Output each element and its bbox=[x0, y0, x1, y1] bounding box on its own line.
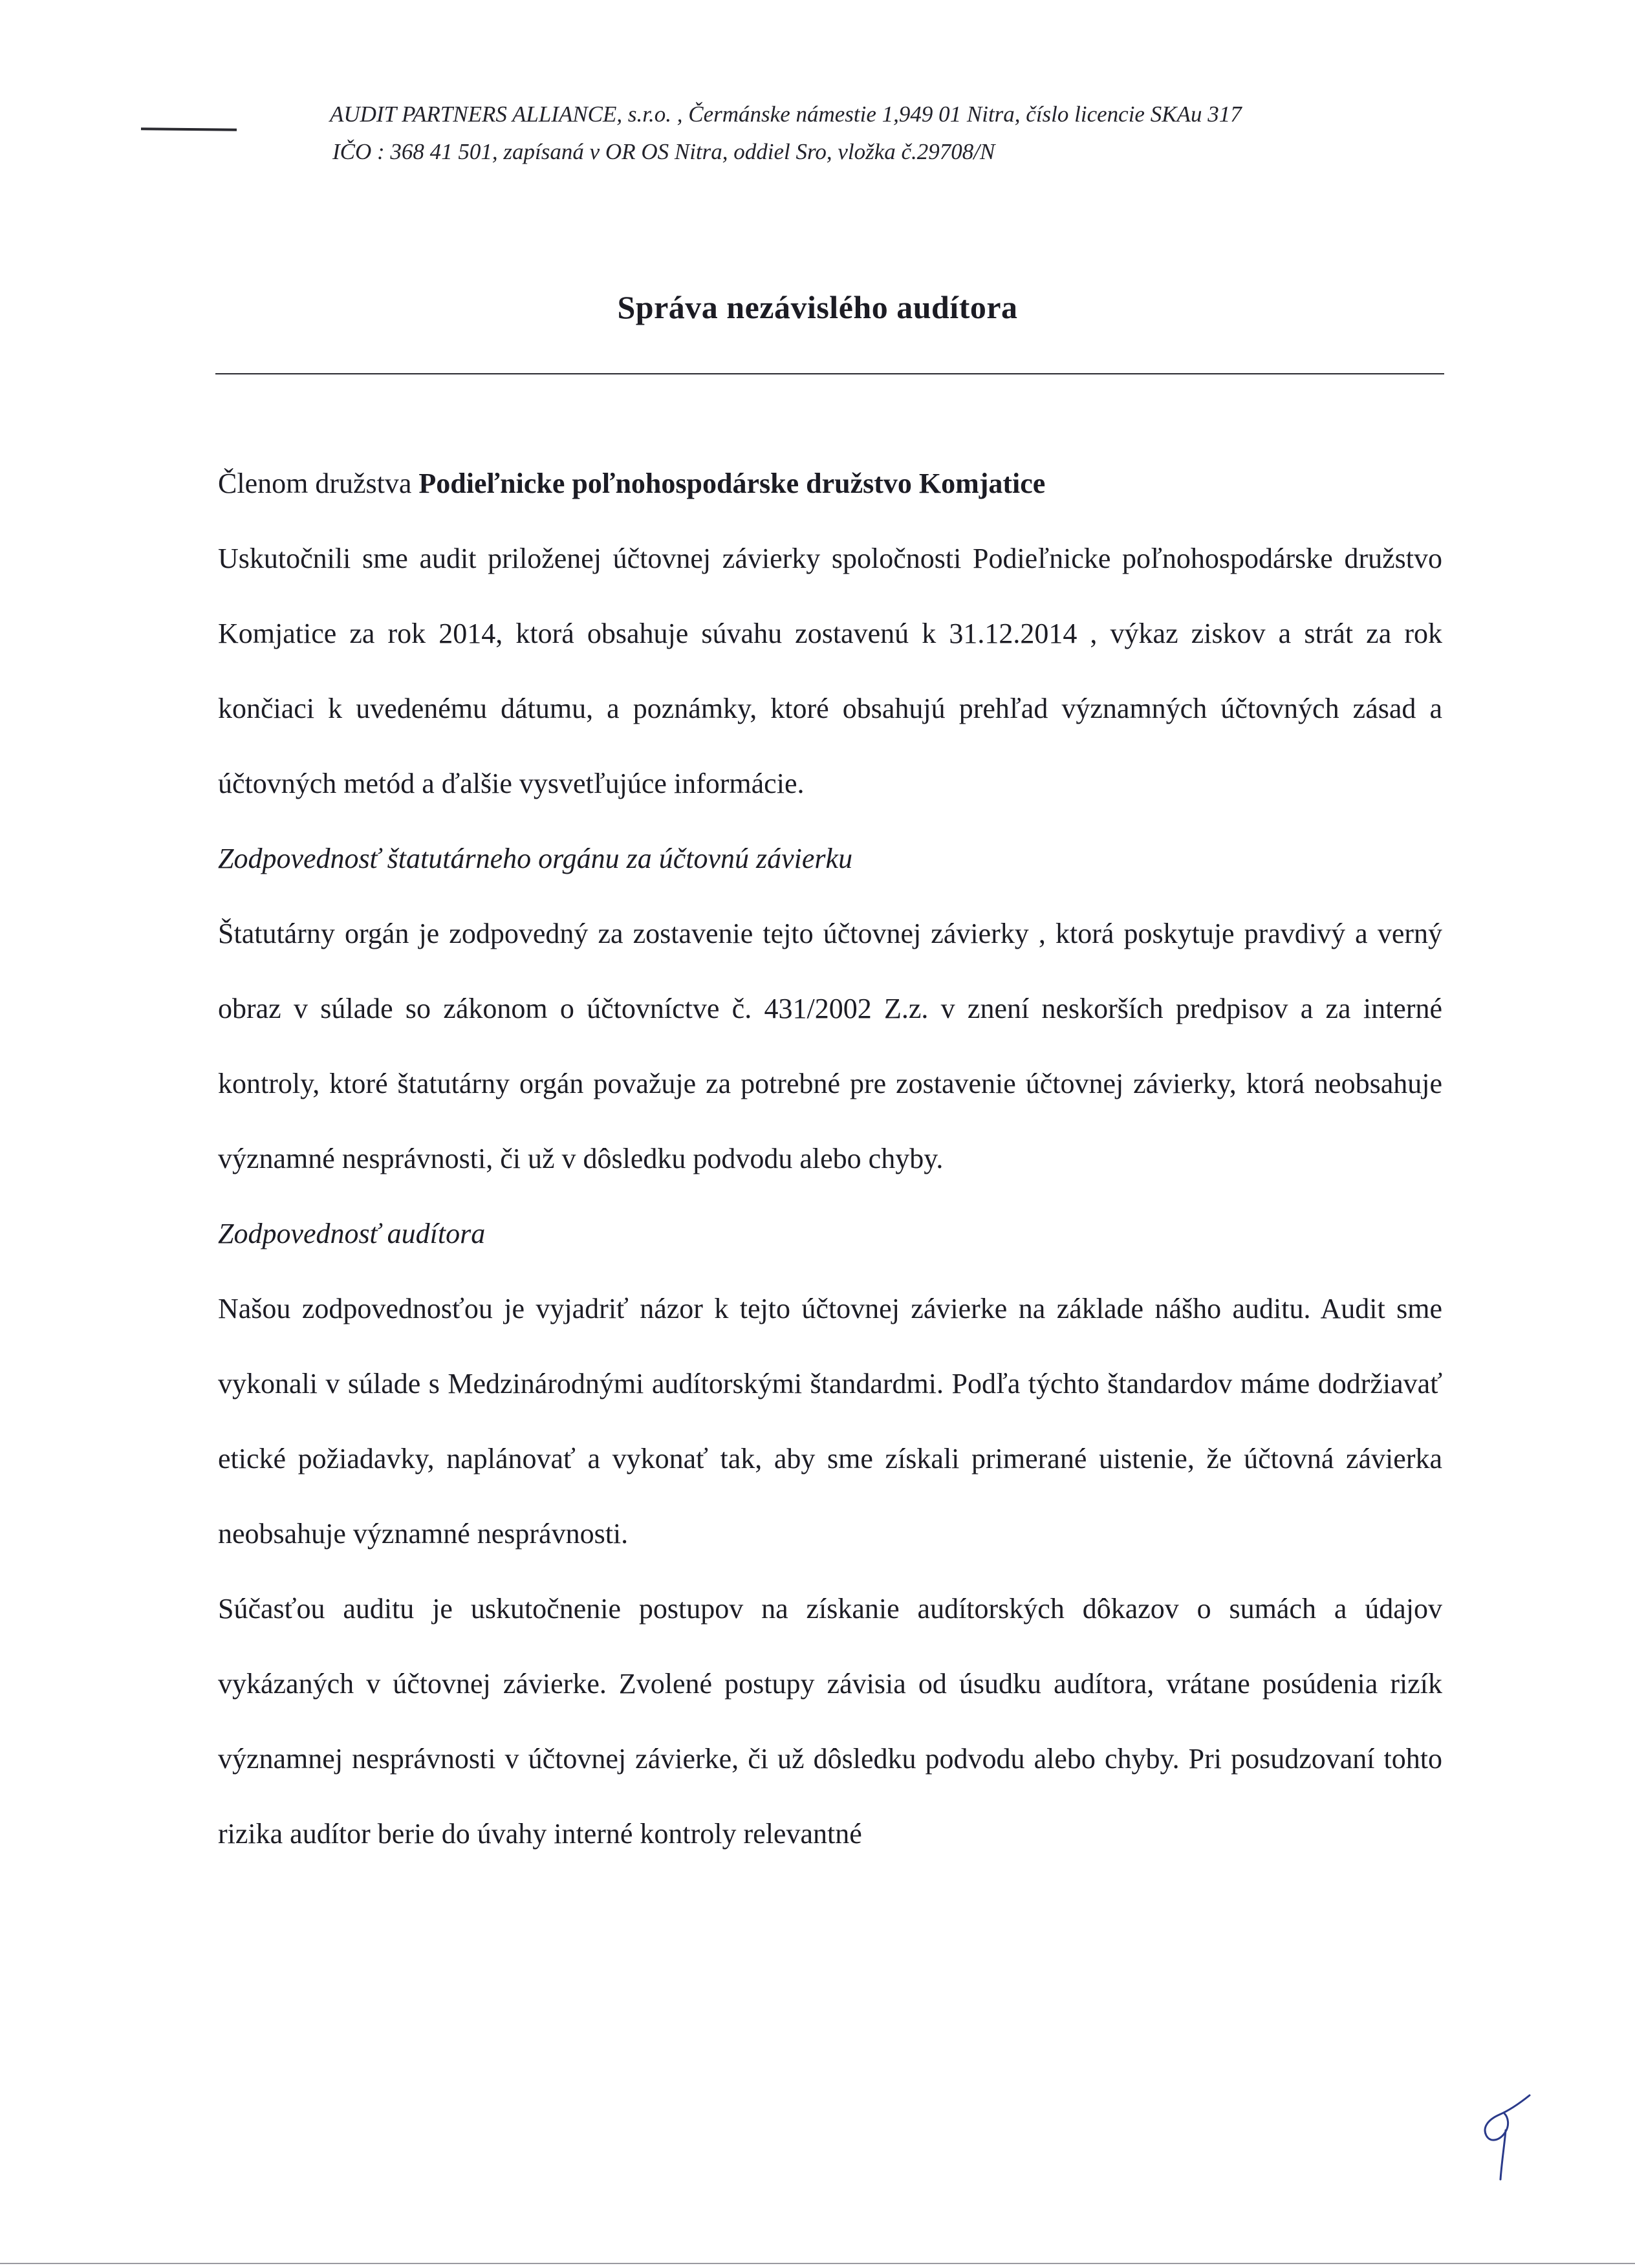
handwritten-initial-signature bbox=[1468, 2089, 1546, 2186]
report-title: Správa nezávislého audítora bbox=[617, 289, 1018, 325]
corner-pen-mark bbox=[141, 127, 237, 131]
cooperative-name: Podieľnicke poľnohospodárske družstvo Komjatice bbox=[418, 468, 1046, 499]
letterhead bbox=[330, 96, 1494, 171]
letterhead-line-2: IČO : 368 41 501, zapísaná v OR OS Nitra, oddiel Sro, vložka č.29708/N bbox=[332, 139, 995, 164]
statutory-paragraph: Štatutárny orgán je zodpovedný za zostavenie tejto účtovnej závierky , ktorá poskytuje pravdivý a verný obraz v súlade so zákonom o účtovníctve č. 431/2002 Z.z. v znení neskorších predpisov a za interné kontroly, ktoré štatutárny orgán považuje za potrebné pre zostavenie účtovnej závierky, ktorá neobsahuje významné nesprávnosti, či už v dôsledku podvodu alebo chyby. bbox=[218, 918, 1442, 1174]
auditor-paragraph-1: Našou zodpovednosťou je vyjadriť názor k tejto účtovnej závierke na základe nášho auditu. Audit sme vykonali v súlade s Medzinárodnými audítorskými štandardmi. Podľa týchto štandardov máme dodržiavať etické požiadavky, naplánovať a vykonať tak, aby sme získali primerané uistenie, že účtovná závierka neobsahuje významné nesprávnosti. bbox=[218, 1293, 1442, 1550]
letterhead-line-1: AUDIT PARTNERS ALLIANCE, s.r.o. , Čermánske námestie 1,949 01 Nitra, číslo licencie SKAu 317 bbox=[330, 102, 1242, 127]
report-body bbox=[218, 446, 1442, 1872]
auditor-paragraph-2: Súčasťou auditu je uskutočnenie postupov na získanie audítorských dôkazov o sumách a údajov vykázaných v účtovnej závierke. Zvolené postupy závisia od úsudku audítora, vrátane posúdenia rizík významnej nesprávnosti v účtovnej závierke, či už dôsledku podvodu alebo chyby. Pri posudzovaní tohto rizika audítor berie do úvahy interné kontroly relevantné bbox=[218, 1593, 1442, 1850]
salutation bbox=[218, 446, 1442, 521]
section-heading-auditor: Zodpovednosť audítora bbox=[218, 1218, 486, 1249]
salutation-prefix: Členom družstva bbox=[218, 468, 412, 499]
title-divider bbox=[215, 373, 1444, 374]
intro-paragraph: Uskutočnili sme audit priloženej účtovnej závierky spoločnosti Podieľnicke poľnohospodárske družstvo Komjatice za rok 2014, ktorá obsahuje súvahu zostavenú k 31.12.2014 , výkaz ziskov a strát za rok končiaci k uvedenému dátumu, a poznámky, ktoré obsahujú prehľad významných účtovných zásad a účtovných metód a ďalšie vysvetľujúce informácie. bbox=[218, 543, 1442, 799]
section-heading-statutory: Zodpovednosť štatutárneho orgánu za účtovnú závierku bbox=[218, 843, 853, 874]
scan-edge-line bbox=[0, 2263, 1635, 2264]
